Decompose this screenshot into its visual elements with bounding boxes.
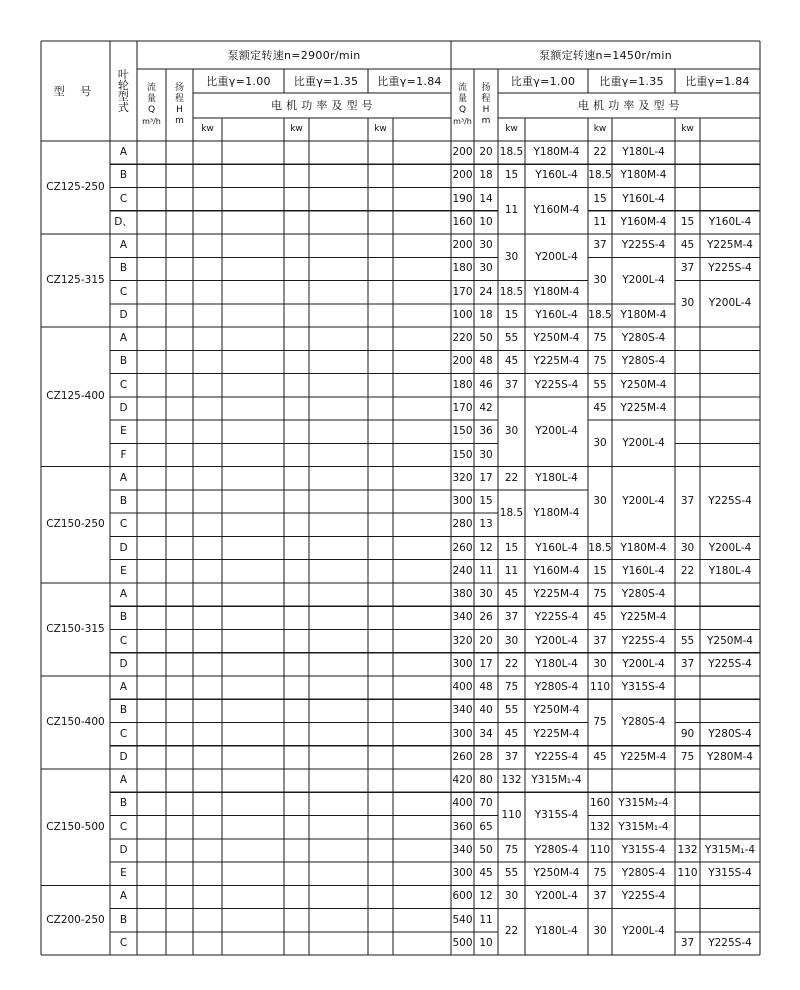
head-value: 20 xyxy=(479,146,493,159)
motor-power-kw: 22 xyxy=(593,146,607,159)
flow-value: 260 xyxy=(452,541,473,554)
motor-model: Y225S-4 xyxy=(621,239,666,252)
head-value: 70 xyxy=(479,797,493,810)
motor-power-kw: 18.5 xyxy=(588,169,612,182)
head-value: 11 xyxy=(479,913,493,926)
model-name: CZ125-400 xyxy=(46,390,105,403)
motor-power-kw: 18.5 xyxy=(588,308,612,321)
flow-value: 540 xyxy=(452,913,473,926)
head-value: 36 xyxy=(479,425,493,438)
head-value: 46 xyxy=(479,378,493,391)
head-value: 50 xyxy=(479,843,493,856)
motor-model: Y225S-4 xyxy=(708,936,752,949)
head-value: 13 xyxy=(479,518,493,531)
motor-power-kw: 45 xyxy=(504,727,519,740)
header-1450-sg-2: 比重γ=1.35 xyxy=(599,74,664,88)
motor-model: Y250M-4 xyxy=(620,378,667,391)
flow-value: 360 xyxy=(452,820,473,833)
head-value: 17 xyxy=(479,657,493,670)
motor-power-kw: 160 xyxy=(589,797,611,810)
motor-power-kw: 110 xyxy=(589,681,611,694)
impeller-type: B xyxy=(119,611,128,624)
head-value: 20 xyxy=(479,634,493,647)
motor-model: Y180M-4 xyxy=(620,308,667,321)
header-2900-sg-2: 比重γ=1.35 xyxy=(293,74,359,88)
flow-value: 340 xyxy=(452,611,473,624)
motor-power-kw: 75 xyxy=(593,355,607,368)
motor-model: Y225M-4 xyxy=(620,750,667,763)
motor-power-kw: 37 xyxy=(680,495,695,507)
impeller-type: B xyxy=(119,704,128,717)
header-1450-flow: 流 量 Q m³/h xyxy=(453,83,472,126)
header-2900-motor: 电 机 功 率 及 型 号 xyxy=(271,99,373,112)
motor-model: Y225M-4 xyxy=(707,239,753,252)
motor-power-kw: 30 xyxy=(504,634,519,647)
head-value: 28 xyxy=(479,750,493,763)
motor-model: Y160L-4 xyxy=(535,308,578,321)
motor-model: Y200L-4 xyxy=(622,657,665,670)
impeller-type: F xyxy=(120,448,127,461)
motor-model: Y200L-4 xyxy=(622,436,665,449)
motor-model: Y225S-4 xyxy=(621,634,666,647)
head-value: 30 xyxy=(479,262,493,275)
impeller-type: C xyxy=(119,378,128,391)
flow-value: 300 xyxy=(452,657,473,670)
motor-power-kw: 11 xyxy=(593,215,607,228)
flow-value: 600 xyxy=(452,890,473,903)
motor-model: Y250M-4 xyxy=(533,867,580,880)
motor-model: Y225M-4 xyxy=(533,588,580,601)
motor-model: Y200L-4 xyxy=(622,495,665,507)
header-kw: kw xyxy=(593,124,607,134)
header-1450-sg-1: 比重γ=1.00 xyxy=(510,74,576,88)
motor-model: Y250M-4 xyxy=(533,332,580,345)
motor-power-kw: 132 xyxy=(501,774,522,787)
impeller-type: E xyxy=(120,564,127,577)
motor-model: Y225S-4 xyxy=(708,657,752,670)
flow-value: 320 xyxy=(452,471,473,484)
model-name: CZ150-250 xyxy=(46,518,105,531)
motor-power-kw: 30 xyxy=(504,890,519,903)
model-name: CZ150-400 xyxy=(46,715,105,728)
motor-model: Y160L-4 xyxy=(622,192,665,205)
flow-value: 380 xyxy=(452,588,473,601)
flow-value: 160 xyxy=(452,215,473,228)
flow-value: 340 xyxy=(452,704,473,717)
motor-model: Y225M-4 xyxy=(620,611,667,624)
motor-power-kw: 75 xyxy=(680,750,695,763)
flow-value: 400 xyxy=(452,797,473,810)
motor-power-kw: 30 xyxy=(593,436,607,449)
flow-value: 300 xyxy=(452,495,473,508)
head-value: 45 xyxy=(479,867,493,880)
motor-power-kw: 22 xyxy=(504,925,519,938)
header-2900-head: 扬 程 H m xyxy=(174,83,184,126)
header-speed-2900: 泵额定转速n=2900r/min xyxy=(227,48,361,62)
impeller-type: D xyxy=(119,401,128,414)
motor-model: Y160M-4 xyxy=(533,204,580,217)
motor-model: Y315S-4 xyxy=(621,681,666,694)
impeller-type: B xyxy=(119,355,128,368)
motor-model: Y315S-4 xyxy=(534,809,579,822)
head-value: 18 xyxy=(479,169,493,182)
motor-power-kw: 75 xyxy=(593,588,607,601)
motor-power-kw: 15 xyxy=(504,308,519,321)
head-value: 12 xyxy=(479,890,493,903)
header-speed-1450: 泵额定转速n=1450r/min xyxy=(539,48,672,62)
flow-value: 320 xyxy=(452,634,473,647)
impeller-type: E xyxy=(120,425,127,438)
motor-model: Y225M-4 xyxy=(620,401,667,414)
motor-power-kw: 110 xyxy=(501,809,522,822)
motor-model: Y180M-4 xyxy=(620,541,667,554)
motor-model: Y200L-4 xyxy=(708,541,752,554)
motor-power-kw: 18.5 xyxy=(499,285,524,298)
motor-power-kw: 37 xyxy=(680,657,695,670)
motor-power-kw: 30 xyxy=(680,541,695,554)
impeller-type: A xyxy=(119,588,128,601)
head-value: 30 xyxy=(479,588,493,601)
motor-power-kw: 22 xyxy=(504,471,519,484)
impeller-type: C xyxy=(119,192,128,205)
flow-value: 170 xyxy=(452,401,473,414)
head-value: 42 xyxy=(479,401,493,414)
flow-value: 500 xyxy=(452,936,473,949)
head-value: 14 xyxy=(479,192,493,205)
motor-model: Y180L-4 xyxy=(535,657,578,670)
motor-power-kw: 90 xyxy=(680,727,695,740)
head-value: 48 xyxy=(479,681,493,694)
motor-model: Y225S-4 xyxy=(708,495,752,507)
flow-value: 180 xyxy=(452,378,473,391)
motor-power-kw: 45 xyxy=(593,750,607,763)
motor-power-kw: 37 xyxy=(593,634,607,647)
impeller-type: D xyxy=(119,308,128,321)
flow-value: 200 xyxy=(452,169,473,182)
motor-power-kw: 45 xyxy=(593,401,607,414)
impeller-type: B xyxy=(119,262,128,275)
motor-power-kw: 132 xyxy=(677,843,698,856)
motor-model: Y225M-4 xyxy=(533,355,580,368)
motor-power-kw: 55 xyxy=(504,332,519,345)
flow-value: 190 xyxy=(452,192,473,205)
motor-model: Y180L-4 xyxy=(708,564,752,577)
impeller-type: A xyxy=(119,890,128,903)
motor-model: Y160L-4 xyxy=(708,215,752,228)
flow-value: 340 xyxy=(452,843,473,856)
motor-model: Y280S-4 xyxy=(534,681,579,694)
motor-power-kw: 22 xyxy=(680,564,695,577)
impeller-type: C xyxy=(119,518,128,531)
head-value: 26 xyxy=(479,611,493,624)
header-model: 型 号 xyxy=(53,84,98,98)
header-2900-flow: 流 量 Q m³/h xyxy=(142,83,161,126)
motor-model: Y315M₁-4 xyxy=(618,820,669,833)
motor-power-kw: 18.5 xyxy=(588,541,612,554)
motor-power-kw: 45 xyxy=(504,355,519,368)
motor-model: Y200L-4 xyxy=(535,250,578,263)
motor-power-kw: 37 xyxy=(593,890,607,903)
motor-power-kw: 45 xyxy=(593,611,607,624)
motor-power-kw: 55 xyxy=(504,704,519,717)
motor-model: Y225S-4 xyxy=(621,890,666,903)
head-value: 10 xyxy=(479,215,493,228)
motor-power-kw: 37 xyxy=(504,378,519,391)
head-value: 30 xyxy=(479,448,493,461)
impeller-type: D xyxy=(119,750,128,763)
flow-value: 200 xyxy=(452,355,473,368)
motor-model: Y180L-4 xyxy=(622,146,665,159)
motor-power-kw: 75 xyxy=(504,843,519,856)
motor-power-kw: 30 xyxy=(593,925,607,938)
motor-model: Y280S-4 xyxy=(534,843,579,856)
impeller-type: D xyxy=(119,843,128,856)
motor-model: Y315M₁-4 xyxy=(531,774,582,787)
head-value: 34 xyxy=(479,727,493,740)
motor-power-kw: 75 xyxy=(504,681,519,694)
motor-power-kw: 15 xyxy=(504,169,519,182)
motor-model: Y160L-4 xyxy=(535,169,578,182)
model-name: CZ125-315 xyxy=(46,274,105,287)
head-value: 15 xyxy=(479,495,493,508)
flow-value: 280 xyxy=(452,518,473,531)
motor-power-kw: 75 xyxy=(593,867,607,880)
impeller-type: C xyxy=(119,820,128,833)
motor-model: Y250M-4 xyxy=(533,704,580,717)
flow-value: 200 xyxy=(452,239,473,252)
flow-value: 150 xyxy=(452,425,473,438)
motor-power-kw: 37 xyxy=(680,936,695,949)
motor-model: Y315M₂-4 xyxy=(618,797,669,810)
motor-model: Y160M-4 xyxy=(533,564,580,577)
impeller-type: A xyxy=(119,681,128,694)
header-2900-sg-1: 比重γ=1.00 xyxy=(206,74,271,88)
motor-model: Y280S-4 xyxy=(621,332,666,345)
motor-power-kw: 30 xyxy=(593,274,607,287)
motor-power-kw: 30 xyxy=(504,250,519,263)
motor-power-kw: 18.5 xyxy=(499,506,524,519)
head-value: 40 xyxy=(479,704,493,717)
motor-power-kw: 15 xyxy=(593,192,607,205)
motor-model: Y160L-4 xyxy=(535,541,578,554)
model-name: CZ200-250 xyxy=(46,913,105,926)
motor-power-kw: 110 xyxy=(589,843,611,856)
motor-power-kw: 110 xyxy=(677,867,698,880)
motor-power-kw: 75 xyxy=(593,715,607,728)
head-value: 24 xyxy=(479,285,493,298)
motor-model: Y250M-4 xyxy=(707,634,753,647)
motor-model: Y280S-4 xyxy=(621,715,666,728)
motor-power-kw: 45 xyxy=(504,588,519,601)
motor-model: Y200L-4 xyxy=(535,634,578,647)
motor-model: Y180L-4 xyxy=(535,471,578,484)
motor-model: Y200L-4 xyxy=(535,425,578,438)
motor-model: Y200L-4 xyxy=(708,297,752,310)
header-kw: kw xyxy=(201,124,214,134)
motor-power-kw: 132 xyxy=(589,820,611,833)
header-kw: kw xyxy=(290,124,303,134)
motor-power-kw: 18.5 xyxy=(499,146,524,159)
header-kw: kw xyxy=(505,124,518,134)
motor-model: Y200L-4 xyxy=(535,890,578,903)
impeller-type: A xyxy=(119,774,128,787)
header-1450-motor: 电 机 功 率 及 型 号 xyxy=(578,99,680,112)
motor-power-kw: 37 xyxy=(593,239,607,252)
motor-model: Y315S-4 xyxy=(621,843,666,856)
motor-power-kw: 11 xyxy=(504,564,519,577)
header-1450-sg-3: 比重γ=1.84 xyxy=(685,74,750,88)
flow-value: 420 xyxy=(452,774,473,787)
head-value: 12 xyxy=(479,541,493,554)
flow-value: 240 xyxy=(452,564,473,577)
motor-model: Y315M₁-4 xyxy=(704,843,756,856)
impeller-type: D xyxy=(119,541,128,554)
impeller-type: E xyxy=(120,867,127,880)
flow-value: 150 xyxy=(452,448,473,461)
motor-model: Y160L-4 xyxy=(622,564,665,577)
motor-power-kw: 15 xyxy=(593,564,607,577)
impeller-type: A xyxy=(119,239,128,252)
impeller-type: D、 xyxy=(114,215,133,228)
flow-value: 400 xyxy=(452,681,473,694)
header-impeller-type: 叶 轮 型 式 xyxy=(117,68,130,114)
motor-power-kw: 11 xyxy=(504,204,519,217)
motor-model: Y280S-4 xyxy=(621,355,666,368)
motor-model: Y280S-4 xyxy=(621,588,666,601)
header-1450-head: 扬 程 H m xyxy=(481,83,491,126)
head-value: 30 xyxy=(479,239,493,252)
header-kw: kw xyxy=(374,124,387,134)
motor-model: Y200L-4 xyxy=(622,925,665,938)
motor-power-kw: 30 xyxy=(593,495,607,507)
motor-power-kw: 45 xyxy=(680,239,695,252)
motor-model: Y280S-4 xyxy=(621,867,666,880)
impeller-type: B xyxy=(119,169,128,182)
head-value: 11 xyxy=(479,564,493,577)
motor-model: Y180L-4 xyxy=(535,925,578,938)
flow-value: 300 xyxy=(452,727,473,740)
flow-value: 180 xyxy=(452,262,473,275)
head-value: 65 xyxy=(479,820,493,833)
impeller-type: D xyxy=(119,657,128,670)
flow-value: 200 xyxy=(452,146,473,159)
motor-power-kw: 37 xyxy=(504,750,519,763)
flow-value: 170 xyxy=(452,285,473,298)
motor-power-kw: 37 xyxy=(504,611,519,624)
head-value: 48 xyxy=(479,355,493,368)
head-value: 10 xyxy=(479,936,493,949)
flow-value: 260 xyxy=(452,750,473,763)
model-name: CZ150-315 xyxy=(46,622,105,635)
motor-power-kw: 22 xyxy=(504,657,519,670)
impeller-type: B xyxy=(119,797,128,810)
motor-model: Y160M-4 xyxy=(620,215,667,228)
motor-model: Y180M-4 xyxy=(620,169,667,182)
motor-power-kw: 55 xyxy=(593,378,607,391)
impeller-type: A xyxy=(119,471,128,484)
impeller-type: C xyxy=(119,936,128,949)
flow-value: 100 xyxy=(452,308,473,321)
motor-model: Y180M-4 xyxy=(533,285,580,298)
motor-model: Y180M-4 xyxy=(533,506,580,519)
motor-model: Y200L-4 xyxy=(622,274,665,287)
motor-model: Y225S-4 xyxy=(708,262,752,275)
model-name: CZ150-500 xyxy=(46,820,105,833)
motor-model: Y280S-4 xyxy=(708,727,752,740)
impeller-type: A xyxy=(119,332,128,345)
head-value: 80 xyxy=(479,774,493,787)
header-2900-sg-3: 比重γ=1.84 xyxy=(377,74,442,88)
motor-power-kw: 55 xyxy=(680,634,695,647)
motor-power-kw: 75 xyxy=(593,332,607,345)
motor-model: Y225S-4 xyxy=(534,611,579,624)
model-name: CZ125-250 xyxy=(46,181,105,194)
impeller-type: B xyxy=(119,913,128,926)
head-value: 17 xyxy=(479,471,493,484)
impeller-type: A xyxy=(119,146,128,159)
impeller-type: C xyxy=(119,634,128,647)
motor-model: Y315S-4 xyxy=(708,867,752,880)
motor-model: Y225S-4 xyxy=(534,378,579,391)
motor-model: Y225S-4 xyxy=(534,750,579,763)
motor-power-kw: 30 xyxy=(593,657,607,670)
impeller-type: C xyxy=(119,727,128,740)
head-value: 50 xyxy=(479,332,493,345)
head-value: 18 xyxy=(479,308,493,321)
motor-power-kw: 15 xyxy=(504,541,519,554)
impeller-type: B xyxy=(119,495,128,508)
header-kw: kw xyxy=(681,124,694,134)
motor-power-kw: 37 xyxy=(680,262,695,275)
motor-model: Y225M-4 xyxy=(533,727,580,740)
motor-power-kw: 30 xyxy=(504,425,519,438)
flow-value: 220 xyxy=(452,332,473,345)
flow-value: 300 xyxy=(452,867,473,880)
motor-power-kw: 15 xyxy=(680,215,695,228)
motor-model: Y180M-4 xyxy=(533,146,580,159)
impeller-type: C xyxy=(119,285,128,298)
motor-power-kw: 55 xyxy=(504,867,519,880)
motor-model: Y280M-4 xyxy=(707,750,753,763)
motor-power-kw: 30 xyxy=(680,297,695,310)
